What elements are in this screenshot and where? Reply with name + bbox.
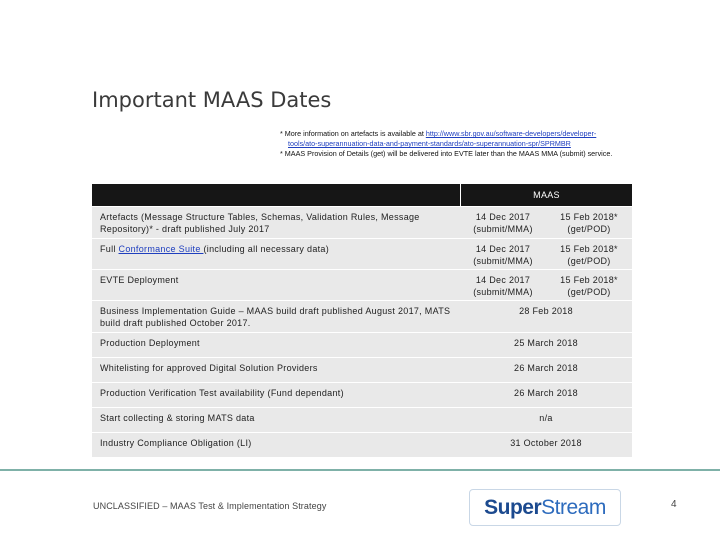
table-row <box>92 407 632 432</box>
footnote-artefacts <box>280 129 660 139</box>
row-date-get: 15 Feb 2018* (get/POD) <box>560 212 618 234</box>
row-description: Start collecting & storing MATS data <box>100 413 255 423</box>
table-row <box>92 269 632 300</box>
row-description: Artefacts (Message Structure Tables, Schemas, Validation Rules, Message Repository)* - draft published July 2017 <box>100 212 420 234</box>
table-row <box>92 206 632 238</box>
conformance-suite-link[interactable]: Conformance Suite <box>118 244 204 254</box>
table-row <box>92 382 632 407</box>
footnote-prefix: * More information on artefacts is available at <box>280 129 426 138</box>
footer-rule <box>0 469 720 471</box>
logo-wordmark <box>484 496 606 520</box>
row-date-submit: 14 Dec 2017 (submit/MMA) <box>473 244 533 266</box>
row-description: EVTE Deployment <box>100 275 179 285</box>
footnote-maas-get: * MAAS Provision of Details (get) will be delivered into EVTE later than the MAAS MMA (submit) service. <box>280 149 613 158</box>
table-header <box>92 184 632 206</box>
row-date-submit: 14 Dec 2017 (submit/MMA) <box>473 275 533 297</box>
row-date: n/a <box>539 413 553 423</box>
footnote-link-continuation <box>280 139 660 149</box>
footer-classification: UNCLASSIFIED – MAAS Test & Implementation Strategy <box>93 501 327 511</box>
row-date: 26 March 2018 <box>514 388 578 398</box>
footnotes <box>280 129 660 159</box>
logo-stream: Stream <box>541 495 606 519</box>
desc-suffix: (including all necessary data) <box>203 244 330 254</box>
maas-dates-table <box>92 184 632 457</box>
row-description: Industry Compliance Obligation (LI) <box>100 438 252 448</box>
header-blank-cell <box>92 184 460 206</box>
sbr-link-part2[interactable]: tools/ato-superannuation-data-and-payment-standards/ato-superannuation-spr/SPRMBR <box>288 139 571 148</box>
table-row <box>92 238 632 269</box>
row-date: 31 October 2018 <box>510 438 582 448</box>
row-date: 25 March 2018 <box>514 338 578 348</box>
row-description: Whitelisting for approved Digital Solution Providers <box>100 363 318 373</box>
sbr-link-part1[interactable]: http://www.sbr.gov.au/software-developers/developer- <box>425 129 597 138</box>
row-date-get: 15 Feb 2018* (get/POD) <box>560 275 618 297</box>
table-row <box>92 332 632 357</box>
table-row <box>92 357 632 382</box>
superstream-logo <box>469 489 621 526</box>
row-date: 28 Feb 2018 <box>519 306 573 316</box>
row-description <box>92 239 460 269</box>
slide-title: Important MAAS Dates <box>92 88 332 112</box>
table-row <box>92 432 632 457</box>
row-date: 26 March 2018 <box>514 363 578 373</box>
row-date-submit: 14 Dec 2017 (submit/MMA) <box>473 212 533 234</box>
header-maas: MAAS <box>460 184 632 206</box>
row-description: Production Deployment <box>100 338 200 348</box>
row-date-get: 15 Feb 2018* (get/POD) <box>560 244 618 266</box>
row-description: Production Verification Test availability (Fund dependant) <box>100 388 344 398</box>
page-number: 4 <box>671 499 677 510</box>
table-row <box>92 300 632 332</box>
desc-prefix: Full <box>100 244 119 254</box>
row-description: Business Implementation Guide – MAAS build draft published August 2017, MATS build draft published October 2017. <box>100 306 451 328</box>
logo-super: Super <box>484 495 542 519</box>
